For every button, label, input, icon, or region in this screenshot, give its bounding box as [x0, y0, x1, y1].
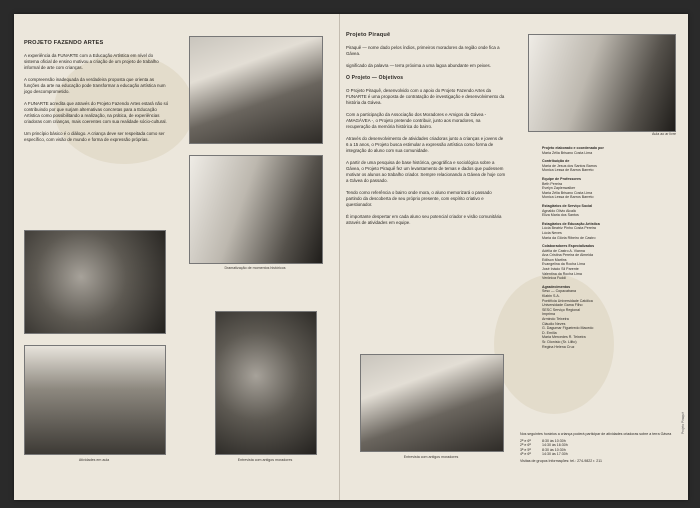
caption-dramatization: Dramatização de momentos históricos	[224, 266, 286, 270]
schedule-rows	[520, 439, 680, 457]
credits-name: Cláudio Neves	[542, 321, 566, 326]
middle-paragraph: Através do desenvolvimento de atividades criadoras junto a crianças e jovens de 6 a 15 anos, o Projeto busca estimular a expressão artística como forma de integração do aluno com sua comunidade.	[346, 136, 504, 153]
photo-interview-2	[360, 354, 504, 452]
credits-name: José Inácio Sil Parente	[542, 267, 579, 272]
schedule-row	[520, 452, 680, 457]
photo-outdoor-class	[528, 34, 676, 132]
credits-name: Pontifícia Universidade Católica	[542, 298, 593, 303]
credits-heading: Colaboradores Especializados	[542, 244, 595, 249]
credits-name: Maria Zélia Brisano Costa Lima	[542, 150, 593, 155]
objectives-title: O Projeto — Objetivos	[346, 75, 404, 81]
middle-paragraph: A partir de uma pesquisa de base histórica, geográfica e sociológica sobre a Gávea, o Projeto Piraquê fez um levantamento de temas e dados que pudessem motivar os alunos ao trabalho criador. Sempre relacionando a Gávea de hoje com a Gávea do passado.	[346, 160, 506, 183]
credits-name: Evangelina da Rocha Lima	[542, 262, 585, 267]
credits-name: Imprima	[542, 312, 555, 317]
credits-name: Evelyn Zaplenwalker	[542, 186, 576, 191]
credits-name: Universidade Gama Filho	[542, 303, 583, 308]
credits-name: Beth Pereira	[542, 181, 562, 186]
credits-name: Lúcia Neves	[542, 230, 562, 235]
schedule-day: 2ª e 6ª	[520, 438, 531, 443]
credits-name: Regina Helena Cruz	[542, 344, 575, 349]
credits-name: Armindo Teixeira	[542, 317, 569, 321]
credits-name: Monica Lessa de Barros Barreto	[542, 168, 594, 173]
photo-classroom	[24, 345, 166, 455]
left-text-column	[24, 40, 169, 149]
schedule-time: 14:30 às 17:30h	[542, 452, 568, 457]
schedule-intro: Nos seguintes horários a criança poderá participar de atividades criadoras sobre a terra Gávea	[520, 432, 672, 436]
photo-dramatization	[189, 155, 323, 264]
left-paragraph: A compreensão inadequada da verdadeira proposta que orienta as funções da arte na educação pode transformar a educação artística num jogo descomprometido.	[24, 77, 166, 94]
credits-heading: Agradecimentos	[542, 284, 571, 289]
credits-name: Agnaldo Olivio Alcalá	[542, 208, 576, 213]
credits-name: Verônica Fuddi	[542, 276, 566, 281]
credits-name: Maria Mercedes R. Teixeira	[542, 335, 586, 340]
credits-name: Maria Zélia Brisano Costa Lima	[542, 190, 593, 195]
left-paragraph: Um princípio básico é o diálogo. A criança deve ser respeitada como ser específico, com visão de mundo e forma de expressão próprias.	[24, 131, 165, 142]
piraque-intro: Piraquê — nome dado pelos índios, primeiros moradores da região onde fica a Gávea.	[346, 45, 500, 56]
schedule-block	[520, 432, 680, 464]
photo-interview-1	[215, 311, 317, 455]
schedule-time: 8:30 às 10:30h	[542, 438, 566, 443]
credits-name: Sesc — Copacabana	[542, 289, 576, 294]
piraque-title: Projeto Piraquê	[346, 32, 391, 38]
credits-name: Adélia de Castro A. Vianna	[542, 248, 585, 253]
caption-activities: Atividades em aula	[78, 458, 110, 462]
photo-children-dancing	[189, 36, 323, 144]
credits-name: Lúcia Beatriz Pinho Costa Pereira	[542, 226, 596, 231]
credits-heading: Estagiários de Educação Artística	[542, 221, 600, 226]
caption-outdoor: Aula ao ar livre	[652, 132, 676, 136]
schedule-day: 3ª e 5ª	[520, 447, 531, 452]
photo-children-drawing	[24, 230, 166, 334]
credits-name: Klabin S.A.	[542, 294, 560, 299]
schedule-contact: Visitas de grupos Informações: tel.: 274-9822 r. 211	[520, 458, 602, 463]
schedule-time: 14:30 às 16:30h	[542, 443, 568, 448]
schedule-time: 8:30 às 10:30h	[542, 447, 566, 452]
credits-name: SESC Serviço Regional	[542, 307, 580, 312]
credits-name: Monica Lessa de Barros Barreto	[542, 195, 594, 200]
schedule-day: 4ª e 6ª	[520, 452, 531, 457]
fold-line	[339, 14, 340, 500]
middle-text-column	[346, 32, 506, 232]
piraque-meaning: significado da palavra — terra próxima a uma lagoa abundante em peixes.	[346, 63, 491, 68]
credits-heading: Contribuição de	[542, 159, 570, 164]
middle-paragraph: É importante despertar em cada aluno seu potencial criador e visão comunitária através de atividades em equipe.	[346, 214, 502, 225]
credits-name: Edilson Martins	[542, 257, 567, 262]
credits-name: Maria de Jesus dos Santos Barros	[542, 163, 597, 168]
middle-paragraph: Com a participação da Associação dos Moradores e Amigos da Gávea - AMAGÁVEA -, o Projeto pretende contribuir, junto aos moradores, na recuperação da memória histórica do bairro.	[346, 112, 487, 129]
credits-name: Ana Cristina Pereira de Almeida	[542, 253, 593, 258]
credits-name: Maria da Glória Ribeiro de Castro	[542, 235, 596, 240]
left-paragraph: A FUNARTE acredita que através do Projeto Fazendo Artes estará não só contribuindo por que surjam alternativas concretas para a Educação Artística como possibilitando a realização, na prática, de experiências criadoras com crianças, mais coerentes com sua realidade sócio-cultural.	[24, 101, 169, 124]
credits-name: D. Emília	[542, 330, 557, 335]
credits-name: Valentina da Rocha Lima	[542, 271, 582, 276]
left-paragraph: A experiência da FUNARTE com a Educação Artística em nível do sistema oficial de ensino motivou a criação de um projeto de trabalho informal de arte com crianças.	[24, 53, 159, 70]
middle-paragraph: O Projeto Piraquê, desenvolvido com o apoio do Projeto Fazendo Artes da FUNARTE é uma proposta de contratação de investigação e desenvolvimento da história da Gávea.	[346, 88, 505, 105]
credits-heading: Projeto elaborado e coordenado por	[542, 146, 604, 150]
credits-name: Eliza Maria dos Santos	[542, 213, 579, 218]
credits-name: Sr. Dionísio (Sr. Lilito)	[542, 339, 577, 344]
credits-heading: Equipe de Professores	[542, 176, 581, 181]
credits-heading: Estagiários de Serviço Social	[542, 203, 593, 208]
credits-list	[542, 142, 672, 349]
schedule-day: 2ª e 6ª	[520, 443, 531, 448]
middle-paragraph: Tendo como referência o bairro onde mora, o aluno memorizará o passado partindo da descoberta de seu próprio presente, com espírito criativo e questionador.	[346, 190, 492, 207]
leaflet-sheet	[14, 14, 688, 500]
left-title: PROJETO FAZENDO ARTES	[24, 40, 104, 46]
caption-interview-2: Entrevista com antigos moradores	[403, 455, 459, 459]
side-label: Projeto Piraquê	[681, 412, 685, 434]
caption-interview-1: Entrevista com antigos moradores	[237, 458, 293, 462]
credits-name: G. Dagumar Figueiredo Macedo	[542, 326, 594, 331]
